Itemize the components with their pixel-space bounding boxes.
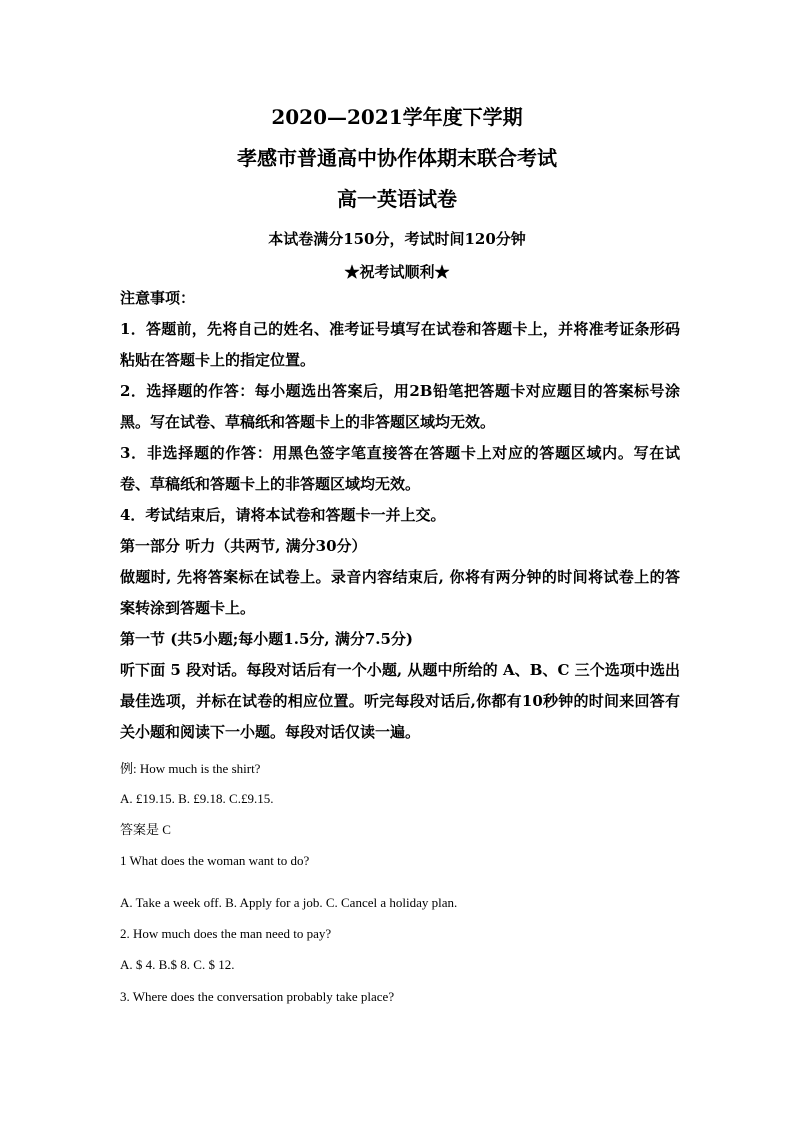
section1-instruction: 听下面 5 段对话。每段对话后有一个小题, 从题中所给的 A、B、C 三个选项中选出最佳选项，并标在试卷的相应位置。听完每段对话后,你都有10秒钟的时间来回答有关小题和阅读下一小题。每段对话仅读一遍。	[120, 661, 680, 741]
example-question: 例: How much is the shirt?	[120, 761, 261, 776]
question-2: 2. How much does the man need to pay?	[120, 926, 332, 941]
exam-year-title: 2020—2021学年度下学期	[271, 105, 523, 129]
good-luck-line: ★祝考试顺利★	[344, 263, 450, 281]
question-2-options: A. $ 4. B.$ 8. C. $ 12.	[120, 957, 235, 972]
notice-item-3: 3．非选择题的作答：用黑色签字笔直接答在答题卡上对应的答题区域内。写在试卷、草稿纸和答题卡上的非答题区域均无效。	[120, 444, 680, 493]
part1-heading: 第一部分 听力（共两节, 满分30分）	[120, 537, 367, 555]
example-options: A. £19.15. B. £9.18. C.£9.15.	[120, 791, 274, 806]
section1-heading: 第一节 (共5小题;每小题1.5分, 满分7.5分)	[120, 630, 414, 648]
notice-heading: 注意事项：	[120, 289, 196, 307]
question-1-options: A. Take a week off. B. Apply for a job. C. Cancel a holiday plan.	[120, 895, 458, 910]
example-answer: 答案是 C	[120, 822, 171, 837]
subject-title: 高一英语试卷	[337, 187, 457, 211]
question-3: 3. Where does the conversation probably take place?	[120, 989, 395, 1004]
part1-instruction: 做题时, 先将答案标在试卷上。录音内容结束后, 你将有两分钟的时间将试卷上的答案转涂到答题卡上。	[120, 568, 680, 617]
question-1: 1 What does the woman want to do?	[120, 853, 310, 868]
score-time-info: 本试卷满分150分，考试时间120分钟	[268, 230, 526, 248]
exam-name-title: 孝感市普通高中协作体期末联合考试	[237, 146, 557, 170]
notice-item-4: 4．考试结束后，请将本试卷和答题卡一并上交。	[120, 506, 446, 524]
notice-item-1: 1．答题前，先将自己的姓名、准考证号填写在试卷和答题卡上，并将准考证条形码粘贴在答题卡上的指定位置。	[120, 320, 680, 369]
notice-item-2: 2．选择题的作答：每小题选出答案后，用2B铅笔把答题卡对应题目的答案标号涂黑。写在试卷、草稿纸和答题卡上的非答题区域均无效。	[120, 382, 680, 431]
notice-section	[120, 283, 680, 748]
